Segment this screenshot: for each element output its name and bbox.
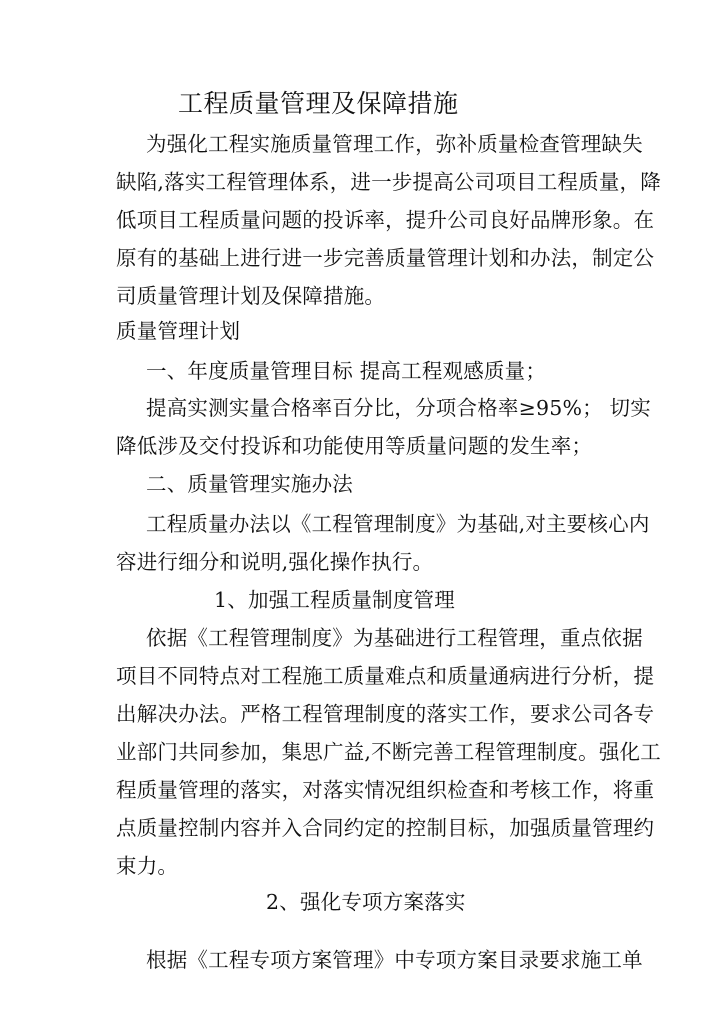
document-title: 工程质量管理及保障措施 <box>178 89 459 118</box>
paragraph-line: 原有的基础上进行进一步完善质量管理计划和办法，制定公 <box>116 246 655 270</box>
paragraph-line: 降低涉及交付投诉和功能使用等质量问题的发生率； <box>116 434 593 458</box>
paragraph-line: 依据《工程管理制度》为基础进行工程管理，重点依据 <box>146 626 643 650</box>
paragraph-line: 为强化工程实施质量管理工作，弥补质量检查管理缺失 <box>146 132 643 156</box>
paragraph-line: 提高实测实量合格率百分比，分项合格率≥95%； 切实 <box>146 396 651 420</box>
paragraph-line: 业部门共同参加，集思广益,不断完善工程管理制度。强化工 <box>116 740 661 764</box>
paragraph-line: 点质量控制内容并入合同约定的控制目标，加强质量管理约 <box>116 816 655 840</box>
paragraph-line: 缺陷,落实工程管理体系，进一步提高公司项目工程质量，降 <box>116 170 661 194</box>
paragraph-line: 束力。 <box>116 854 179 878</box>
paragraph-line: 出解决办法。严格工程管理制度的落实工作，要求公司各专 <box>116 702 655 726</box>
subsection-heading: 2、强化专项方案落实 <box>266 890 466 914</box>
paragraph-line: 低项目工程质量问题的投诉率，提升公司良好品牌形象。在 <box>116 208 655 232</box>
section-heading: 质量管理计划 <box>116 319 241 343</box>
paragraph-line: 根据《工程专项方案管理》中专项方案目录要求施工单 <box>146 948 643 972</box>
subsection-heading: 1、加强工程质量制度管理 <box>214 588 455 612</box>
paragraph-line: 工程质量办法以《工程管理制度》为基础,对主要核心内 <box>146 512 650 536</box>
paragraph-line: 容进行细分和说明,强化操作执行。 <box>116 550 434 574</box>
list-item: 一、年度质量管理目标 提高工程观感质量； <box>146 359 547 383</box>
paragraph-line: 程质量管理的落实，对落实情况组织检查和考核工作，将重 <box>116 778 655 802</box>
list-item: 二、质量管理实施办法 <box>146 472 353 496</box>
paragraph-line: 项目不同特点对工程施工质量难点和质量通病进行分析，提 <box>116 664 655 688</box>
paragraph-line: 司质量管理计划及保障措施。 <box>116 284 386 308</box>
